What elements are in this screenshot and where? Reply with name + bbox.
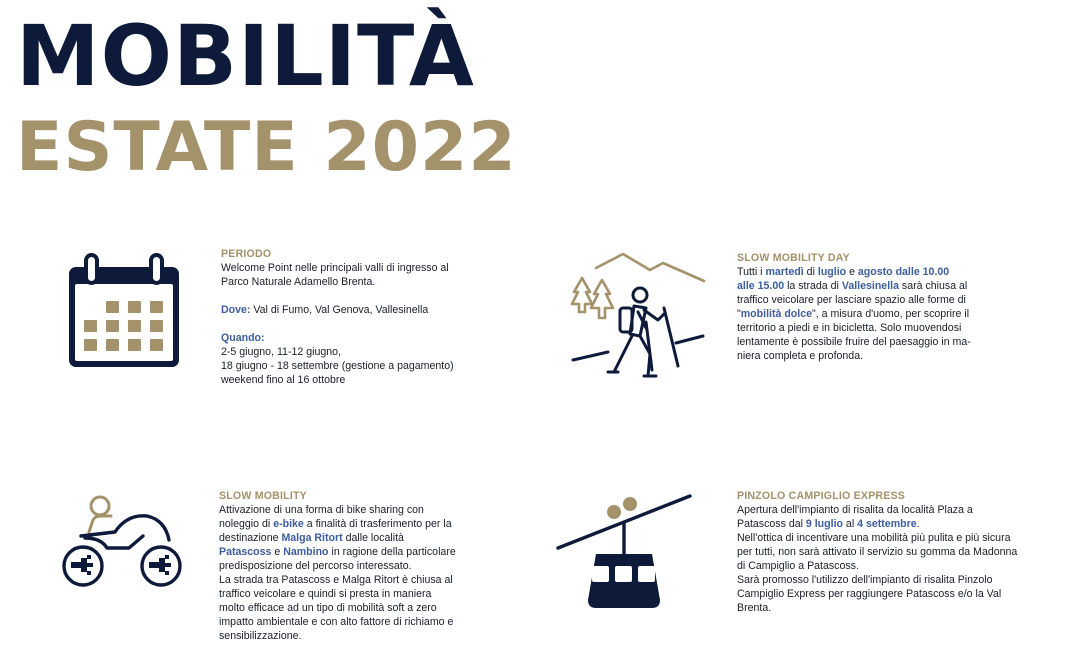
page-title: MOBILITÀ [16,7,475,105]
quando-line: 18 giugno - 18 settembre (gestione a pagamento) [221,360,454,372]
periodo-dove [221,303,454,317]
pz-text: al [842,518,858,530]
sm-line: traffico veicolare e quindi si presta in maniera [219,588,432,600]
smd-highlight: mobilità dolce [740,308,812,320]
sm-text: a finalità di trasferimento per la [303,518,452,530]
sm-line: impatto ambientale e con alto fattore di richiamo e [219,616,454,628]
sm-line: molto efficace ad un tipo di mobilità soft a zero [219,602,437,614]
smd-text: la strada di [784,280,842,292]
quando-label: Quando: [221,332,265,344]
pinzolo-heading: PINZOLO CAMPIGLIO EXPRESS [737,490,906,502]
smd-highlight: agosto dalle 10.00 [857,266,950,278]
sm-line [219,517,456,531]
sm-line [219,531,456,545]
dove-label: Dove: [221,304,251,316]
sm-text: destinazione [219,532,282,544]
periodo-line: Welcome Point nelle principali valli di ingresso al [221,262,449,274]
smd-highlight: luglio [817,266,847,278]
smd-highlight: alle 15.00 [737,280,785,292]
pz-highlight: 4 settembre [857,518,917,530]
pz-line: di Campiglio a Patascoss. [737,560,859,572]
smd-line [737,279,971,293]
smd-text: Tutti i [737,266,766,278]
periodo-heading: PERIODO [221,248,272,260]
pz-line: Campiglio Express per raggiungere Patascoss e/o la Val [737,588,1002,600]
smd-highlight: martedì [765,266,804,278]
smd-line: lentamente è possibile fruire del paesaggio in ma- [737,336,971,348]
smd-text: ", a misura d'uomo, per scoprire il [812,308,970,320]
slow-mobility-day-heading: SLOW MOBILITY DAY [737,252,850,264]
smd-highlight: Vallesinella [841,280,899,292]
sm-line: sensibilizzazione. [219,630,302,642]
pz-line: Brenta. [737,602,772,614]
sm-line: Attivazione di una forma di bike sharing con [219,504,424,516]
sm-line: La strada tra Patascoss e Malga Ritort è chiusa al [219,574,453,586]
sm-highlight: Patascoss [219,546,272,558]
dove-value: Val di Fumo, Val Genova, Vallesinella [250,304,429,316]
pz-line: Sarà promosso l'utilizzo dell'impianto di risalita Pinzolo [737,574,993,586]
sm-line: predisposizione del percorso interessato. [219,560,412,572]
pz-line: Nell'ottica di incentivare una mobilità più pulita e più sicura [737,532,1011,544]
pinzolo-section [737,489,1017,615]
electric-motorbike-icon [55,492,185,592]
smd-line: traffico veicolare per lasciare spazio alle forme di [737,294,966,306]
slow-mobility-day-section [737,251,971,363]
pz-highlight: 9 luglio [805,518,843,530]
pz-text: Patascoss dal [737,518,806,530]
smd-line [737,265,971,279]
pz-line [737,517,1017,531]
periodo-section [221,247,454,387]
sm-text: in ragione della particolare [328,546,456,558]
sm-text: dalle località [342,532,404,544]
cable-car-icon [556,490,692,614]
pz-text: . [916,518,920,530]
smd-text: " [737,308,741,320]
page-subtitle: ESTATE 2022 [16,108,517,187]
hiker-mountains-icon [568,248,708,383]
sm-highlight: e-bike [273,518,304,530]
smd-text: di [803,266,818,278]
slow-mobility-heading: SLOW MOBILITY [219,490,307,502]
sm-line [219,545,456,559]
smd-text: e [846,266,858,278]
sm-highlight: Malga Ritort [281,532,343,544]
quando-line: 2-5 giugno, 11-12 giugno, [221,346,341,358]
pz-line: per tutti, non sarà attivato il servizio su gomma da Madonna [737,546,1018,558]
sm-text: e [271,546,284,558]
smd-line: territorio a piedi e in bicicletta. Solo muovendosi [737,322,962,334]
smd-text: sarà chiusa al [898,280,968,292]
smd-line [737,307,971,321]
periodo-line: Parco Naturale Adamello Brenta. [221,276,376,288]
pz-line: Apertura dell'impianto di risalita da località Plaza a [737,504,973,516]
quando-line: weekend fino al 16 ottobre [221,374,346,386]
calendar-icon [66,252,182,370]
sm-highlight: Nambino [283,546,329,558]
smd-line: niera completa e profonda. [737,350,864,362]
sm-text: noleggio di [219,518,274,530]
slow-mobility-section [219,489,456,643]
